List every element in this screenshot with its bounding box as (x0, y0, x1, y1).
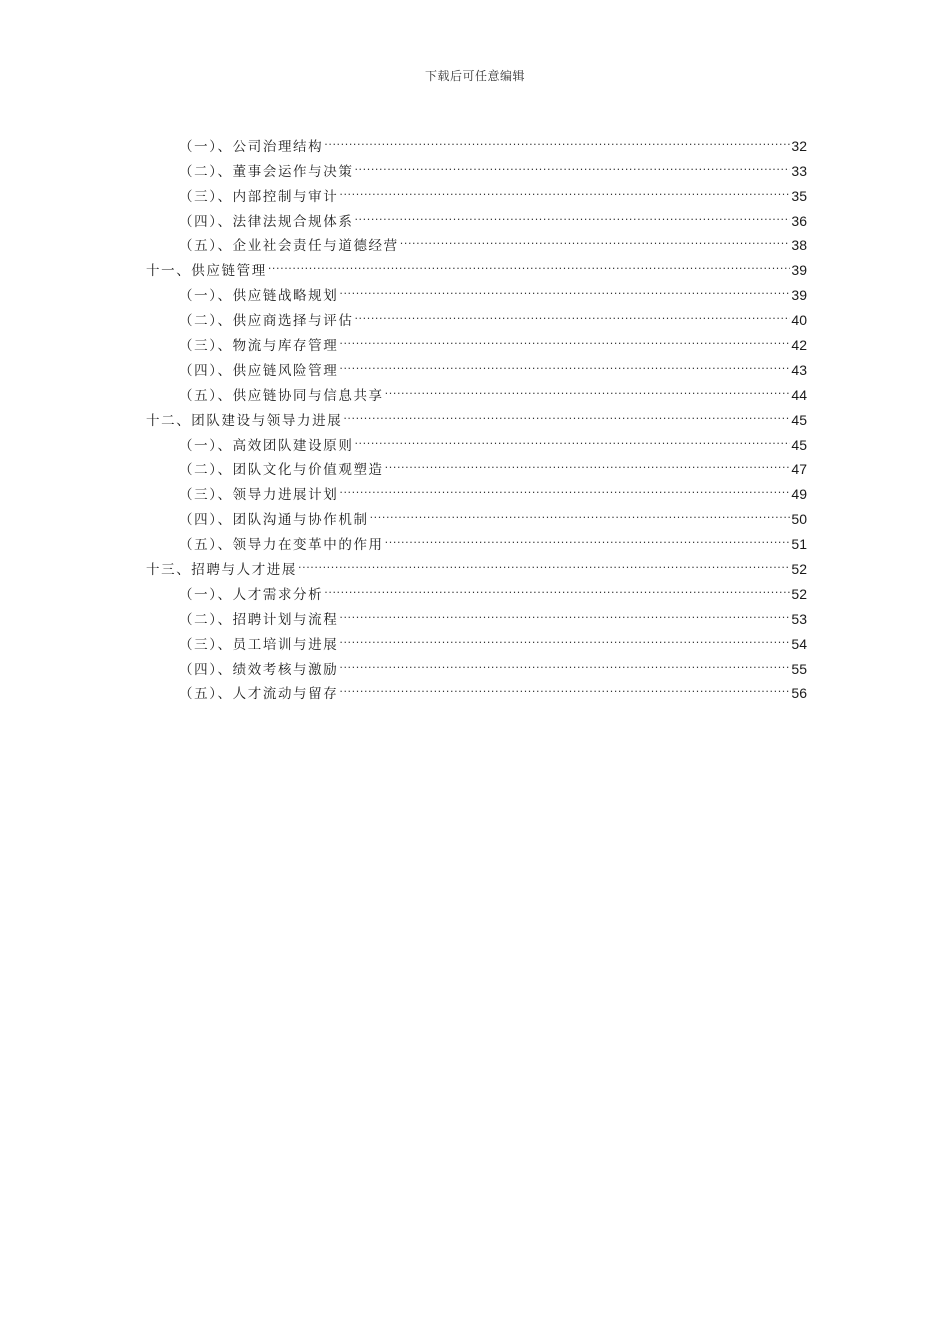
toc-entry-title: 十一、供应链管理 (146, 263, 267, 280)
toc-entry-title: 十三、招聘与人才进展 (146, 562, 297, 579)
toc-entry-page: 38 (791, 237, 807, 254)
toc-dot-leader (338, 275, 790, 300)
toc-entry-title: 十二、团队建设与领导力进展 (146, 412, 343, 429)
toc-dot-leader (384, 375, 791, 400)
toc-dot-leader (338, 674, 790, 699)
toc-entry-page: 35 (791, 187, 807, 204)
toc-dot-leader (338, 624, 790, 649)
toc-entry-title: （五）、供应链协同与信息共享 (179, 387, 384, 404)
toc-entry-page: 43 (791, 361, 807, 378)
toc-entry-page: 52 (791, 585, 807, 602)
toc-dot-leader (338, 599, 790, 624)
toc-dot-leader (384, 524, 791, 549)
toc-entry-title: （三）、物流与库存管理 (179, 338, 339, 355)
toc-entry-title: （三）、员工培训与进展 (179, 636, 339, 653)
toc-entry-title: （二）、团队文化与价值观塑造 (179, 462, 384, 479)
toc-entry-title: （四）、绩效考核与激励 (179, 661, 339, 678)
toc-entry-title: （三）、领导力进展计划 (179, 487, 339, 504)
toc-entry-title: （二）、董事会运作与决策 (179, 163, 354, 180)
toc-entry-title: （五）、企业社会责任与道德经营 (179, 238, 399, 255)
toc-dot-leader (353, 201, 790, 226)
toc-entry-page: 52 (791, 561, 807, 578)
toc-entry-page: 53 (791, 610, 807, 627)
toc-entry-page: 54 (791, 635, 807, 652)
toc-entry-page: 42 (791, 337, 807, 354)
toc-dot-leader (323, 574, 790, 599)
toc-entry-page: 51 (791, 536, 807, 553)
toc-entry-page: 40 (791, 312, 807, 329)
toc-dot-leader (338, 474, 790, 499)
table-of-contents (146, 126, 807, 703)
toc-entry-page: 39 (791, 287, 807, 304)
toc-entry-page: 49 (791, 486, 807, 503)
toc-entry-page: 56 (791, 685, 807, 702)
toc-dot-leader (338, 176, 790, 201)
toc-entry-title: （二）、供应商选择与评估 (179, 313, 354, 330)
toc-entry-page: 50 (791, 511, 807, 528)
toc-entry-page: 33 (791, 162, 807, 179)
toc-entry-page: 55 (791, 660, 807, 677)
toc-entry-page: 45 (791, 436, 807, 453)
toc-dot-leader (369, 499, 791, 524)
toc-dot-leader (342, 400, 790, 425)
toc-entry-page: 32 (791, 137, 807, 154)
page-header: 下载后可任意编辑 (424, 69, 525, 83)
toc-entry-page: 47 (791, 461, 807, 478)
toc-dot-leader (353, 300, 790, 325)
toc-entry-page: 36 (791, 212, 807, 229)
toc-dot-leader (323, 126, 790, 151)
toc-entry-page: 45 (791, 411, 807, 428)
toc-dot-leader (338, 649, 790, 674)
toc-entry-title: （一）、公司治理结构 (179, 138, 324, 155)
toc-entry-title: （一）、高效团队建设原则 (179, 437, 354, 454)
toc-entry-title: （四）、法律法规合规体系 (179, 213, 354, 230)
toc-entry-title: （四）、供应链风险管理 (179, 362, 339, 379)
toc-dot-leader (384, 450, 791, 475)
toc-entry-title: （二）、招聘计划与流程 (179, 611, 339, 628)
toc-dot-leader (399, 226, 791, 251)
toc-dot-leader (267, 250, 791, 275)
toc-entry-page: 44 (791, 386, 807, 403)
toc-dot-leader (353, 425, 790, 450)
toc-entry-title: （五）、领导力在变革中的作用 (179, 537, 384, 554)
toc-entry-title: （一）、人才需求分析 (179, 586, 324, 603)
toc-dot-leader (338, 350, 790, 375)
toc-entry-title: （三）、内部控制与审计 (179, 188, 339, 205)
toc-dot-leader (338, 325, 790, 350)
toc-entry[interactable] (146, 126, 807, 155)
toc-entry-title: （五）、人才流动与留存 (179, 686, 339, 703)
toc-dot-leader (353, 151, 790, 176)
toc-entry-page: 39 (791, 262, 807, 279)
toc-entry-title: （四）、团队沟通与协作机制 (179, 512, 369, 529)
toc-dot-leader (297, 549, 790, 574)
toc-entry-title: （一）、供应链战略规划 (179, 288, 339, 305)
